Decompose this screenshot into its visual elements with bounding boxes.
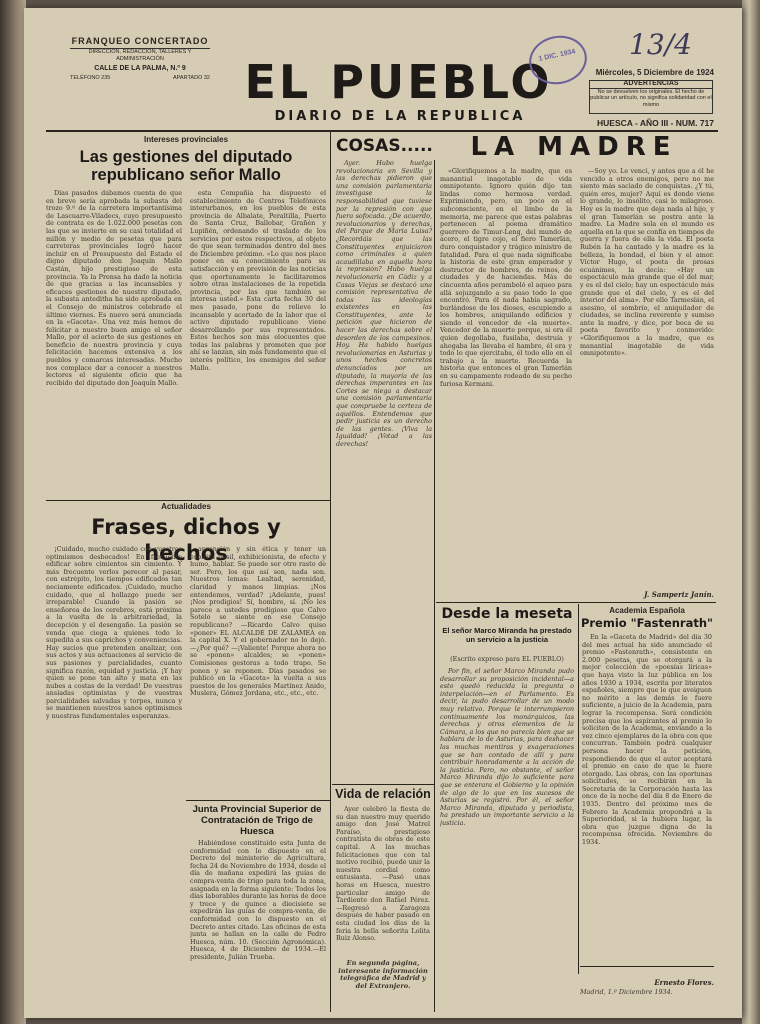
meseta-text: Por fin, el señor Marco Miranda pudo desarrollar su proposición incidental—a esto quedó reducida la pregunta o interpelación—en el Parlamento. Es decir, la pudo desarrollar de un modo muy relativo. Porque le interrumpieron continuamente los monárquicos, las derechas y otros elementos de la Cámara, a los que no parecía bien que se hablara de lo de Asturias, para deshacer las muchas mentiras y exageraciones que se han contado de allí y para contribuir honradamente a la acción de la justicia. Pero, no obstante, el señor Marco Miranda dijo lo suficiente para que se enterara el Gobierno y la opinión de algo de lo que en los sucesos de Asturias se registró. Por él, el señor Marco Miranda, diputado y periodista, ha prestado un importante servicio a la justicia.: [440, 668, 574, 827]
premio-text: En la «Gaceta de Madrid» del día 30 del mes actual ha sido anunciado el premio «Fastenrath», consistente en 2.000 pesetas, que se otorgará a la mejor colección de «poesías líricas» que haya visto la luz pública en los años 1930 a 1934, escrita por literatos españoles, siempre que le que aveiguen no mérito a las demás le fuere suficiente, a juicio de la Academia, para lograr la recompensa. Será condición precisa que los aspirantes al premio lo soliciten de la Academia, enviando a la vez cinco ejemplares de la obra con que concurran. También podrá cualquier persona hacer la petición, respondiendo de que el autor aceptará el premio en caso de que le fuere otorgado. Las obras, con las oportunas solicitudes, se recibirán en la Secretaría de la Corporación hasta las once de la noche del día 8 de Enero de 1935. Dentro del próximo mes de Febrero la Academia propondrá a la Superioridad, si la hubiera lugar, la obra que juzgue digna de la recompensa ofrecida. Noviembre de 1934.: [582, 634, 712, 847]
phone-label: TELÉFONO 235: [70, 75, 111, 81]
madre-col1: «Glorifiquemos a la madre, que es manantial inagotable de vida omnipotente. Ignoro quién dijo tan lindas como hermosa verdad. Exprimiendo, pero, un poco en el subconsciente, en el limbo de la memoria, me parece que estas palabras pertenecen al poema dramático guerrero de Timur-Leng, del mundo de acero, el tigre cojo, el fiero Tamerlán, duro conquistador y trágico ministro de fatalidad. Para el que nada significaba la historia de este gran emperador y destructor de hombres, de reinos, de ciudades y de haciendas. Más de cincuenta años peramboló el aqueo para allá sojuzgando a su paso todo lo que encontró. Para él nada había sagrado, burlándose de los dioses, escupiendo a los hombres, aniquilando edificios y siendo el vencedor de «la muerte». Vencedor de la muerte porque, si era él quien degollaba, fusilaba, destruía y ahogaba las llevaba el hambre, él era y todo lo que ejercitaba, él todo ello en el trabajo a la muerte. Recuerda la historia que entonces el gran Tamerlán en su campamento rodeado de su pecho furiosa Kermani.: [440, 168, 572, 388]
masthead-left-info: [70, 36, 210, 81]
cosas-headline: COSAS.....: [336, 136, 433, 156]
vida-text: Ayer celebró la fiesta de su dan nuestro muy querido amigo don José Matrel Paraíso, prestigioso contratista de obras de este capital. A las muchas felicitaciones que con tal motivo recibió, puede unir la nuestra cordial como entusiasta. —Pasó unas horas en Huesca, nuestro particular amigo de Tardiente don Rafael Pérez. —Regresó a Zaragoza después de haber pasado en esta ciudad los días de la feria la bella señorita Lolita Ruiz Alonso.: [336, 806, 430, 943]
meseta-place-date: Madrid, 1.º Diciembre 1934.: [580, 989, 673, 996]
premio-headline: Premio "Fastenrath": [580, 616, 714, 630]
article1-bottom-rule: [46, 500, 330, 501]
madre-headline: LA MADRE: [470, 132, 678, 162]
newspaper-title: EL PUEBLO: [244, 55, 553, 109]
madre-col2: —Soy yo. Le vencí, y antes que a él he vencido a otros enemigos, pero no me siento más saciado de conquistas. ¿Y tú, quién eres, mujer? Aquí es donde viene lo grande, lo insólito, casi lo milagroso. Hoy es la madre que deja nada al hijo, y el gran Tamerlán se postra ante la madre. La Madre sola en el mundo es aquella en la que se confía en tiempos de guerra y fuera de ella la vida. El poeta Rubén la ha cantado y la madre es la belleza, la bondad, el bien y el amor. Víctor Hugo, el poeta de prosas ecuánimes, la decía: «Hay un espectáculo más grande que el del mar, y es el del cielo; hay un espectáculo más grande que el del cielo, y es el del interior del alma». Por ello Tarmeslán, el asesino, el sombrío, el aniquilador de ciudades, se inclina reverente y sumiso ante la madre, y dice, por boca de su poeta favorito y conmovido: «Glorifiquemos a la madre, que es manantial inagotable de vida omnipotente».: [580, 168, 714, 358]
madre-bottom-rule: [436, 602, 716, 603]
franqueo-label: FRANQUEO CONCERTADO: [70, 36, 210, 49]
junta-text: Habiéndose constituido esta Junta de conformidad con lo dispuesto en el Decreto del ministerio de Agricultura, fecha 24 de Noviembre de 1934, desde el día de mañana expedirá las guías de compra-venta de trigo para toda la zona, asignada en la forma siguiente: Todos los días laborables durante las horas de doce y trece y de quince a diecisiete se expedirán las guías de compra-venta, de conformidad con lo dispuesto en el Decreto antes citado. Las oficinas de esta junta se hallan en la calle de Pedro Huesca, núm. 10. (Sección Agronómica). Huesca, 4 de Diciembre de 1934.—El presidente, Julián Trueba.: [190, 840, 326, 961]
vida-footer: En segunda página, interesante información telegráfica de Madrid y del Extranjero.: [338, 960, 428, 990]
notice-header: ADVERTENCIAS: [590, 81, 712, 89]
issue-date: Miércoles, 5 Diciembre de 1924: [595, 68, 714, 77]
cosas-text: Ayer. Hubo huelga revolucionaria en Sevilla y las derechas pidieron que una comisión parlamentaria investigase la responsabilidad que tuviese por la represión con que fuera sofocada. ¿De acuerdo, revolucionarios y derechas, del Parque de María Luisa? ¿Recordáis que las Constituyentes enjuiciaron como criminales a quien acaudillaba en aquella hora la represión? Hubo huelga revolucionaria en Cádiz y a Casas Viejas se destacó una comisión representativa de todas las ideologías existentes en las Constituyentes, ante la petición que hicieron de hacer las derechas sobre el desorden de los campesinos. Hoy. Ha habido huelgas revolucionarias en Asturias y unos hechos concretos denunciados por un diputado, la mayoría de las derechas imperantes en las Cortes se niega a destacar una comisión parlamentaria que compruebe la certeza de aquéllos. Entendemos que pedir justicia es un derecho de las gentes. ¡Viva la Igualdad! ¡Votad a las derechas!: [336, 160, 432, 448]
notice-text: No se devuelven los originales. El hecho de publicar un artículo, no significa solidaridad con el mismo: [590, 88, 712, 108]
binder-spine: [0, 0, 26, 1024]
junta-headline: Junta Provincial Superior de Contratación de Trigo de Huesca: [192, 804, 322, 837]
frases-kicker: Actualidades: [161, 502, 211, 511]
meseta-subhead: El señor Marco Miranda ha prestado un servicio a la justicia: [442, 626, 572, 644]
page-stack-edge: [742, 0, 760, 1024]
handwritten-number: 13/4: [629, 28, 692, 61]
newspaper-subtitle: DIARIO DE LA REPUBLICA: [274, 109, 526, 124]
premio-kicker: Academia Española: [609, 606, 685, 615]
premio-bottom-rule: [580, 966, 714, 967]
column-rule-3: [578, 604, 579, 974]
article1-col1: Días pasados dábamos cuenta de que en breve sería aprobada la subasta del trozo 9.º de la carretera importantísima de Lascuarre-Viladecs, cuyo presupuesto de contrata es de 1.022.000 pesetas con las que se invierte en su casi totalidad el millón y medio de pesetas que para carreteras provinciales logró hacer incluir en el Presupuesto del Estado el digno diputado don Joaquín Mallo Castán, hijo prestigioso de esta provincia. Ya la Prensa ha dado la noticia de que gracias a las incansables y eficaces gestiones de nuestro diputado, la subasta anteditha ha sido aprobada en el Consejo de ministros celebrado el último viernes. Es nuevo será anunciada en la «Gaceta». Una vez más hemos de felicitar a nuestro buen amigo el señor Mallo, por el acierto de sus gestiones en beneficio de nuestra provincia y cuya felicitación hacemos extensiva a los pueblos y comarcas interesadas. Mucho nos complace dar a conocer a nuestros lectores el siguiente oficio que ha recibido del diputado don Joaquín Mallo.: [46, 190, 182, 387]
vida-top-rule: [332, 784, 434, 785]
column-rule-2: [434, 160, 435, 1012]
junta-top-rule: [186, 800, 330, 801]
box-label: APARTADO 32: [173, 75, 210, 81]
article1-col2: esta Compañía ha dispuesto el establecimiento de Centros Telefónicos interurbanos, en los pueblos de esta provincia de Albalate, Peraltilla, Puerto de Santa Cruz, Ballobar, Grañén y Lupiñén, ordenando el traslado de los servicios por estos respectivos, al objeto de que sean terminados dentro del mes de Diciembre próximo. «Lo que nos place poner en su conocimiento para su satisfacción y en previsión de las noticias que oportunamente le facilitaremos sobre otras instalaciones de la repetida provincia, por las que también se interesa usted.» Esta carta fecha 30 del mes pasado, pone de relieve lo incansable y acertado de la labor que el activo diputado republicano viene desarrollando por sus representados. Estos hechos son más elocuentes que todas las palabras y prometen que por ahí se lanzan, sin más fundamento que el interés político, los enemigos del señor Mallo.: [190, 190, 326, 372]
frases-headline: Frases, dichos y hechos: [91, 515, 281, 565]
article1-headline: Las gestiones del diputado republicano señor Mallo: [79, 148, 293, 184]
address-label: CALLE DE LA PALMA, N.º 9: [94, 65, 186, 72]
meseta-credit: (Escrito expreso para EL PUEBLO): [450, 656, 564, 663]
admin-label: DIRECCIÓN, REDACCIÓN, TALLERES Y ADMINISTRACIÓN: [88, 49, 192, 62]
vida-headline: Vida de relación: [335, 787, 431, 801]
issue-number: HUESCA - AÑO III - NUM. 717: [597, 118, 714, 128]
meseta-signature: Ernesto Flores.: [654, 978, 714, 987]
newspaper-page: [24, 8, 742, 1018]
stamp-date: 1 DIC. 1934: [538, 48, 577, 63]
notice-box: [589, 80, 713, 114]
frases-col1: ¡Cuidado, mucho cuidado con vuestros optimismos desbocados! En frecuente edificar sobre cimientos sin cimiento. Y más frecuente verlos perecer al pasar, con estrépito, los tiempos edificados tan neciamente edificados. ¡Cuidado, mucho cuidado, que al hollazgo puede ser irreparable! Cuando la pasión se enseñorea de los cerebros, está próxima a la vuelta de la arbitrariedad, la decepción y el desengaño. La pasión se venda que ciega a quienes todo lo supedita a sus caprichos y conveniencias. Hay sucios que pretenden analizar, con sus actos y sus actuaciones al servicio de sus pasiones y parcialidades, cuanto significa razón, equidad y justicia. ¡Y hay quien se pone tan alto y mata en las nubes a costas de la verdad! De vuestras ansiadas optimistas y de vuestras parcialidades salvadas y torpes, nunca y se mantienen nuestros sanos optimismos y nuestras fundamentales esperanzas.: [46, 546, 182, 721]
article1-kicker: Intereses provinciales: [143, 135, 229, 144]
madre-signature: J. Samperiz Janín.: [644, 590, 714, 599]
column-rule-1: [330, 132, 331, 1012]
meseta-headline: Desde la meseta: [441, 606, 573, 622]
frases-col2: aprensión y sin ética y tener un espíritu pusil, exhibicionista, de efecto y humo, hablar. Se puede ser otro rasto de ser. Pero, los que así son, nada son. Nuestros lemas: Lealtad, serenidad, claridad y manos limpias. ¡Nos entendemos, verdad? ¡Adelante, pues! ¡Nos prodigios! Sí, hombre, sí. ¡No les parece a ustedes prodigioso que Calvo Sotelo se siente en ese Consejo republicano? —Ricardo Calvo quiso «poner» EL ALCALDE DE ZALAMEA en la capital X. Y el gobernador no lo dejó. —¿Por qué? —¡Valiente! Porque ahora no se «ponen» alcaldes; se «ponen» Comisiones gestoras a todo trapo. Se ponen y se reponen. Días pasados se publicó en la «Gaceta» la vuelta a sus puestos de los generales Martínez Anido, Muslera, Gómez Jordana, etc., etc., etc.: [190, 546, 326, 698]
